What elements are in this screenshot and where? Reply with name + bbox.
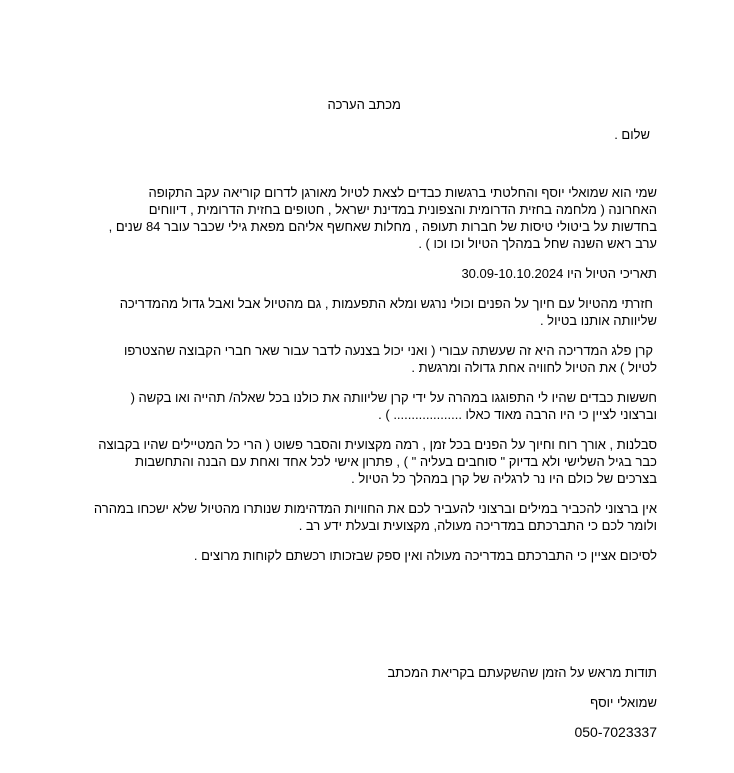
letter-title: מכתב הערכה xyxy=(327,97,401,112)
patience-line-3: בצרכים של כולם היו נר לרגליה של קרן במהלך כל הטיול . xyxy=(351,471,657,486)
trip-dates: תאריכי הטיול היו 30.09-10.10.2024 xyxy=(461,266,657,281)
summary: לסיכום אציין כי התברכתם במדריכה מעולה ואין ספק שבזכותו רכשתם לקוחות מרוצים . xyxy=(193,548,657,563)
signature-name: שמואלי יוסף xyxy=(590,695,657,710)
gratitude-line-2: ולומר לכם כי התברכתם במדריכה מעולה, מקצועית ובעלת ידע רב . xyxy=(298,518,657,533)
thanks-line: תודות מראש על הזמן שהשקעתם בקריאת המכתב xyxy=(387,665,657,680)
intro-line-2: האחרונה ( מלחמה בחזית הדרומית והצפונית במדינת ישראל , חטופים בחזית הדרומית , דיווחים xyxy=(148,202,657,217)
intro-line-3: בחדשות על ביטולי טיסות של חברות תעופה , מחלות שאחשף אליהם מפאת גילי שכבר עובר 84 שנים , xyxy=(108,219,657,234)
experience-line-1: חזרתי מהטיול עם חיוך על הפנים וכולי נרגש ומלא התפעמות , גם מהטיול אבל ואבל גדול מהמדריכה xyxy=(119,296,653,311)
intro-line-1: שמי הוא שמואלי יוסף והחלטתי ברגשות כבדים לצאת לטיול מאורגן לדרום קוריאה עקב התקופה xyxy=(148,185,657,200)
fears-line-1: חששות כבדים שהיו לי התפוגגו במהרה על ידי קרן שליוותה את כולנו בכל שאלה/ תהייה ואו בקשה ( xyxy=(130,390,657,405)
experience-line-2: שליוותה אותנו בטיול . xyxy=(539,313,657,328)
fears-line-2: וברצוני לציין כי היו הרבה מאוד כאלו ................... ) . xyxy=(378,407,657,422)
guide-line-2: לטיול ) את הטיול לחוויה אחת גדולה ומרגשת . xyxy=(411,360,657,375)
intro-line-4: ערב ראש השנה שחל במהלך הטיול וכו וכו ) . xyxy=(418,236,657,251)
gratitude-line-1: אין ברצוני להכביר במילים וברצוני להעביר לכם את החוויות המדהימות שנותרו מהטיול שלא ישכחו במהרה xyxy=(93,501,657,516)
greeting: שלום . xyxy=(614,127,650,142)
phone-number: 050-7023337 xyxy=(574,724,657,740)
guide-line-1: קרן פלג המדריכה היא זה שעשתה עבורי ( ואני יכול בצנעה לדבר עבור שאר חברי הקבוצה שהצטרפו xyxy=(124,343,653,358)
patience-line-2: כבר בגיל השלישי ולא בדיוק " סוחבים בעליה " ) , פתרון אישי לכל אחד ואחת עם הבנה והתחשבות xyxy=(134,454,657,469)
patience-line-1: סבלנות , אורך רוח וחיוך על הפנים בכל זמן , רמה מקצועית והסבר פשוט ( הרי כל המטיילים שהיו בקבוצה xyxy=(98,437,657,452)
